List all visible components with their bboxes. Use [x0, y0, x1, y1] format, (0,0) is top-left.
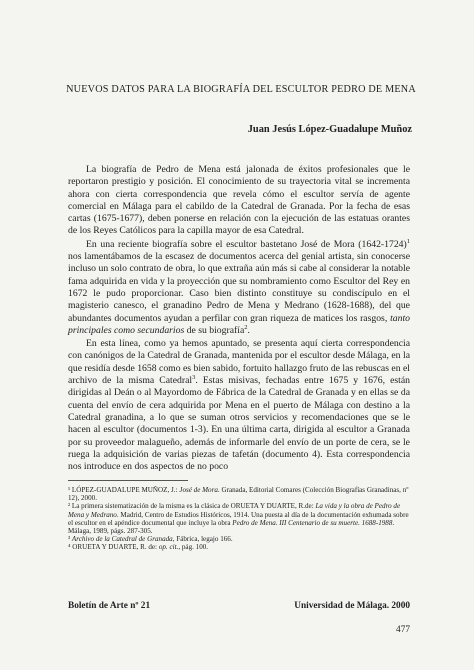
- footnote-3-italic: Archivo de la Catedral de Granada: [71, 535, 173, 544]
- footnote-2-text-c: . Málaga, 1989, págs. 287-305.: [68, 518, 395, 536]
- paragraph-2-text-c: de su biografía: [184, 324, 245, 336]
- footnote-4-text-b: , pág. 100.: [178, 543, 209, 552]
- footnote-3-text-a: ³: [68, 535, 72, 544]
- article-title: NUEVOS DATOS PARA LA BIOGRAFÍA DEL ESCULTOR PEDRO DE MENA: [66, 84, 416, 95]
- footnote-1-text-b: . Granada, Editorial Comares (Colección Biografías Granadinas, nº 12), 2000.: [68, 486, 409, 503]
- publisher-name: Universidad de Málaga. 2000: [294, 601, 410, 611]
- footnote-2-text-a: ² La primera sistematización de la misma es la clásica de ORUETA Y DUARTE, R.de:: [68, 502, 316, 511]
- paragraph-1: La biografía de Pedro de Mena está jalonada de éxitos profesionales que le reportaron prestigio y posición. El conocimiento de su trayectoria vital se incrementa ahora con cierta correspondencia que revela cómo el escultor servía de agente comercial en Málaga para el cabildo de la Catedral de Granada. Por la fecha de esas cartas (1675-1677), deben ponerse en relación con la ejecución de las estatuas orantes de los Reyes Católicos para la capilla mayor de esa Catedral.: [68, 164, 410, 237]
- footnote-2-italic-2: Pedro de Mena. III Centenario de su muerte. 1688-1988: [232, 518, 393, 527]
- footnote-3: [68, 535, 410, 543]
- footnote-ref-1[interactable]: 1: [406, 237, 410, 245]
- article-body: [68, 164, 410, 474]
- footnote-4: [68, 543, 410, 551]
- paragraph-2: [68, 239, 410, 337]
- footnote-2-italic: La vida y la obra de Pedro de Mena y Medrano: [68, 502, 401, 519]
- footnote-ref-3[interactable]: 3: [192, 373, 196, 381]
- footnote-4-italic: op. cit.: [158, 543, 179, 552]
- journal-name: Boletín de Arte nº 21: [68, 601, 151, 611]
- footnotes: [68, 486, 410, 552]
- footnote-2-text-b: . Madrid, Centro de Estudios Históricos, 1914. Una puesta al día de la documentación exhumada sobre el escultor en el apéndice documental que incluye la obra: [68, 510, 409, 527]
- footnote-divider: [68, 480, 188, 481]
- footnote-4-text-a: ⁴ ORUETA Y DUARTE, R. de:: [68, 543, 159, 552]
- page-number: 477: [396, 625, 410, 635]
- footnote-1-italic: José de Mora: [179, 486, 218, 494]
- article-author: Juan Jesús López-Guadalupe Muñoz: [247, 124, 412, 135]
- footnote-3-text-b: , Fábrica, legajo 166.: [172, 535, 233, 544]
- paragraph-2-text-d: .: [247, 324, 250, 336]
- footnote-ref-2[interactable]: 2: [244, 323, 248, 331]
- footnote-1-text-a: ¹ LÓPEZ-GUADALUPE MUÑOZ, J.:: [68, 486, 180, 494]
- footnote-2: [68, 502, 410, 535]
- paragraph-2-text-b: nos lamentábamos de la escasez de documentos acerca del genial artista, sin conocerse incluso un solo contrato de obra, lo que extraña aún más si cabe al considerar la notable fama adquirida en vida y la proyección que su nombramiento como Escultor del Rey en 1672 le pudo proporcionar. Caso bien distinto constituye su condiscípulo en el magisterio canesco, el granadino Pedro de Mena y Medrano (1628-1688), del que abundantes documentos ayudan a perfilar con gran riqueza de matices los rasgos,: [68, 251, 410, 324]
- paragraph-2-italic: tanto principales como secundarios: [68, 312, 410, 336]
- paragraph-3-text-b: . Estas misivas, fechadas entre 1675 y 1676, están dirigidas al Deán o al Mayordomo de Fábrica de la Catedral de Granada y en ellas se da cuenta del envío de cera adquirida por Mena en el puerto de Málaga con destino a la Catedral granadina, a lo que se suman otros servicios y recomendaciones que se le hacen al escultor (documentos 1-3). En una última carta, dirigida al escultor a Granada por su proveedor malagueño, además de informarle del envío de un porte de cera, se le ruega la adquisición de varias piezas de tafetán (documento 4). Esta correspondencia nos introduce en dos aspectos de no poco: [68, 375, 410, 473]
- paragraph-3-text-a: En esta línea, como ya hemos apuntado, se presenta aquí cierta correspondencia con canónigos de la Catedral de Granada, mantenida por el escultor desde Málaga, en la que residía desde 1658 como es bien sabido, fortuito hallazgo fruto de las rebuscas en el archivo de la misma Catedral: [68, 338, 410, 387]
- paragraph-3: [68, 338, 410, 473]
- footnote-1: [68, 486, 410, 502]
- paragraph-2-text-a: En una reciente biografía sobre el escultor bastetano José de Mora (1642-1724): [86, 238, 407, 250]
